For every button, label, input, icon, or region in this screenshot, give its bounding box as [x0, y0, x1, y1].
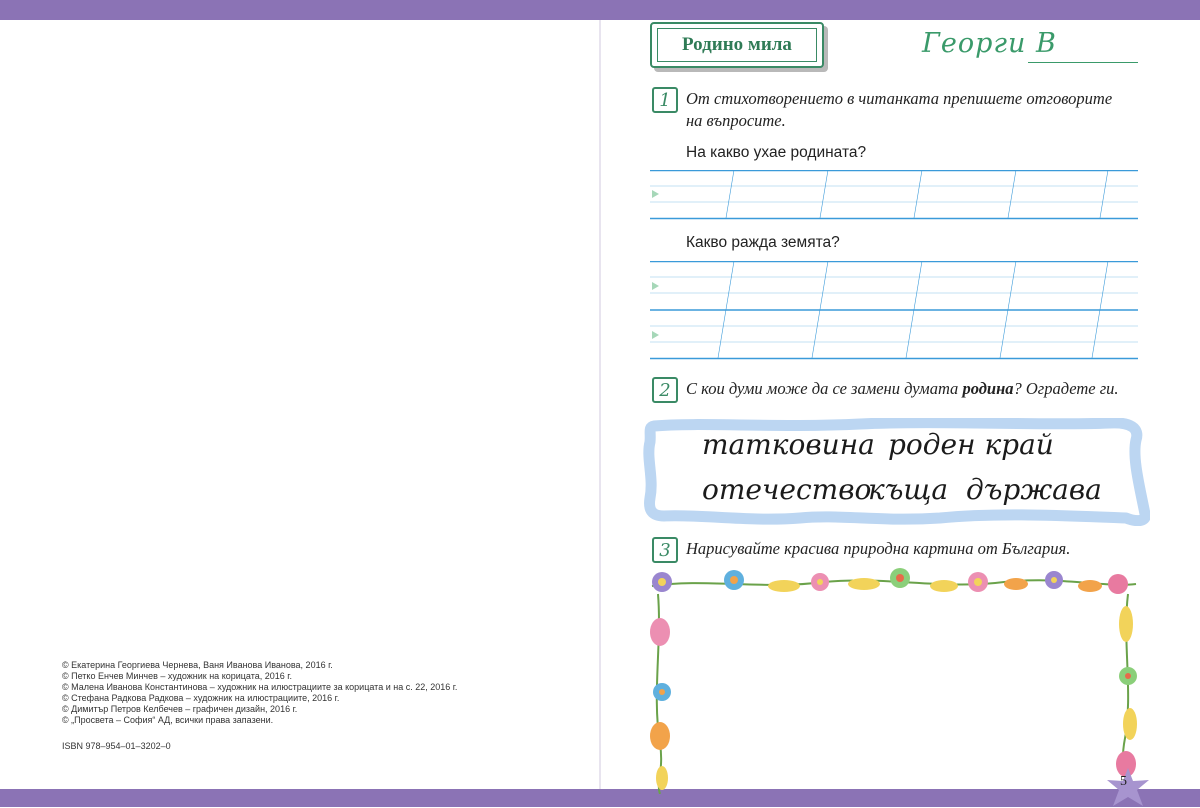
question-1: На какво ухае родината?	[686, 144, 867, 161]
flower-blue	[724, 570, 744, 590]
wheat-ear	[768, 580, 800, 592]
question-2: Какво ражда земята?	[686, 234, 840, 251]
page-spine	[599, 20, 601, 789]
wheat-ear	[1123, 708, 1137, 740]
word-option[interactable]: татковина	[702, 428, 875, 461]
floral-frame[interactable]	[644, 564, 1144, 794]
name-underline	[1028, 62, 1138, 63]
page-number: 5	[1120, 774, 1127, 789]
task-number-1: 1	[652, 87, 678, 113]
wheat-ear	[656, 766, 668, 790]
task-number-2: 2	[652, 377, 678, 403]
flower-purple	[1045, 571, 1063, 589]
task-3-text: Нарисувайте красива природна картина от България.	[686, 539, 1071, 558]
task-1-text	[686, 88, 1112, 132]
word-option[interactable]: отечество	[702, 473, 872, 506]
flower-pink	[811, 573, 829, 591]
wheat-ear	[848, 578, 880, 590]
word-option[interactable]: роден край	[888, 428, 1054, 461]
credit-line: © „Просвета – София“ АД, всички права запазени.	[62, 715, 274, 725]
task-1-line-1: От стихотворението в читанката препишете отговорите	[686, 89, 1113, 108]
isbn: ISBN 978–954–01–3202–0	[62, 741, 171, 751]
lesson-title: Родино мила	[657, 28, 817, 62]
flower-green	[890, 568, 910, 588]
lesson-title-box	[650, 22, 824, 68]
credit-line: © Стефана Радкова Радкова – художник на илюстрациите, 2016 г.	[62, 693, 340, 703]
task-1-line-2: на въпросите.	[686, 111, 786, 130]
writing-lines-1[interactable]	[650, 170, 1140, 220]
word-option[interactable]: държава	[966, 473, 1102, 506]
credit-line: © Петко Енчев Минчев – художник на корицата, 2016 г.	[62, 671, 292, 681]
top-purple-band	[0, 0, 1200, 20]
flower-purple	[652, 572, 672, 592]
page-number-star	[1105, 768, 1151, 808]
writing-lines-2[interactable]	[650, 261, 1140, 361]
credit-line: © Малена Иванова Константинова – художник на илюстрациите за корицата и на с. 22, 2016 г.	[62, 682, 458, 692]
copyright-credits	[62, 660, 457, 726]
task-2-text-end: ? Оградете ги.	[1013, 379, 1119, 398]
tulip	[1004, 578, 1028, 590]
credit-line: © Екатерина Георгиева Чернева, Ваня Иванова Иванова, 2016 г.	[62, 660, 333, 670]
tulip	[650, 722, 670, 750]
student-name: Георги В	[922, 28, 1057, 59]
flower-pink	[968, 572, 988, 592]
tulip	[650, 618, 670, 646]
task-2-text	[686, 378, 1119, 400]
task-number-3: 3	[652, 537, 678, 563]
wheat-ear	[1119, 606, 1133, 642]
task-2-keyword: родина	[962, 379, 1014, 398]
task-2-text-start: С кои думи може да се замени думата	[686, 379, 963, 398]
flower-pink	[1108, 574, 1128, 594]
credit-line: © Димитър Петров Келбечев – графичен дизайн, 2016 г.	[62, 704, 298, 714]
wheat-ear	[930, 580, 958, 592]
word-option[interactable]: къща	[868, 473, 949, 506]
tulip	[1078, 580, 1102, 592]
